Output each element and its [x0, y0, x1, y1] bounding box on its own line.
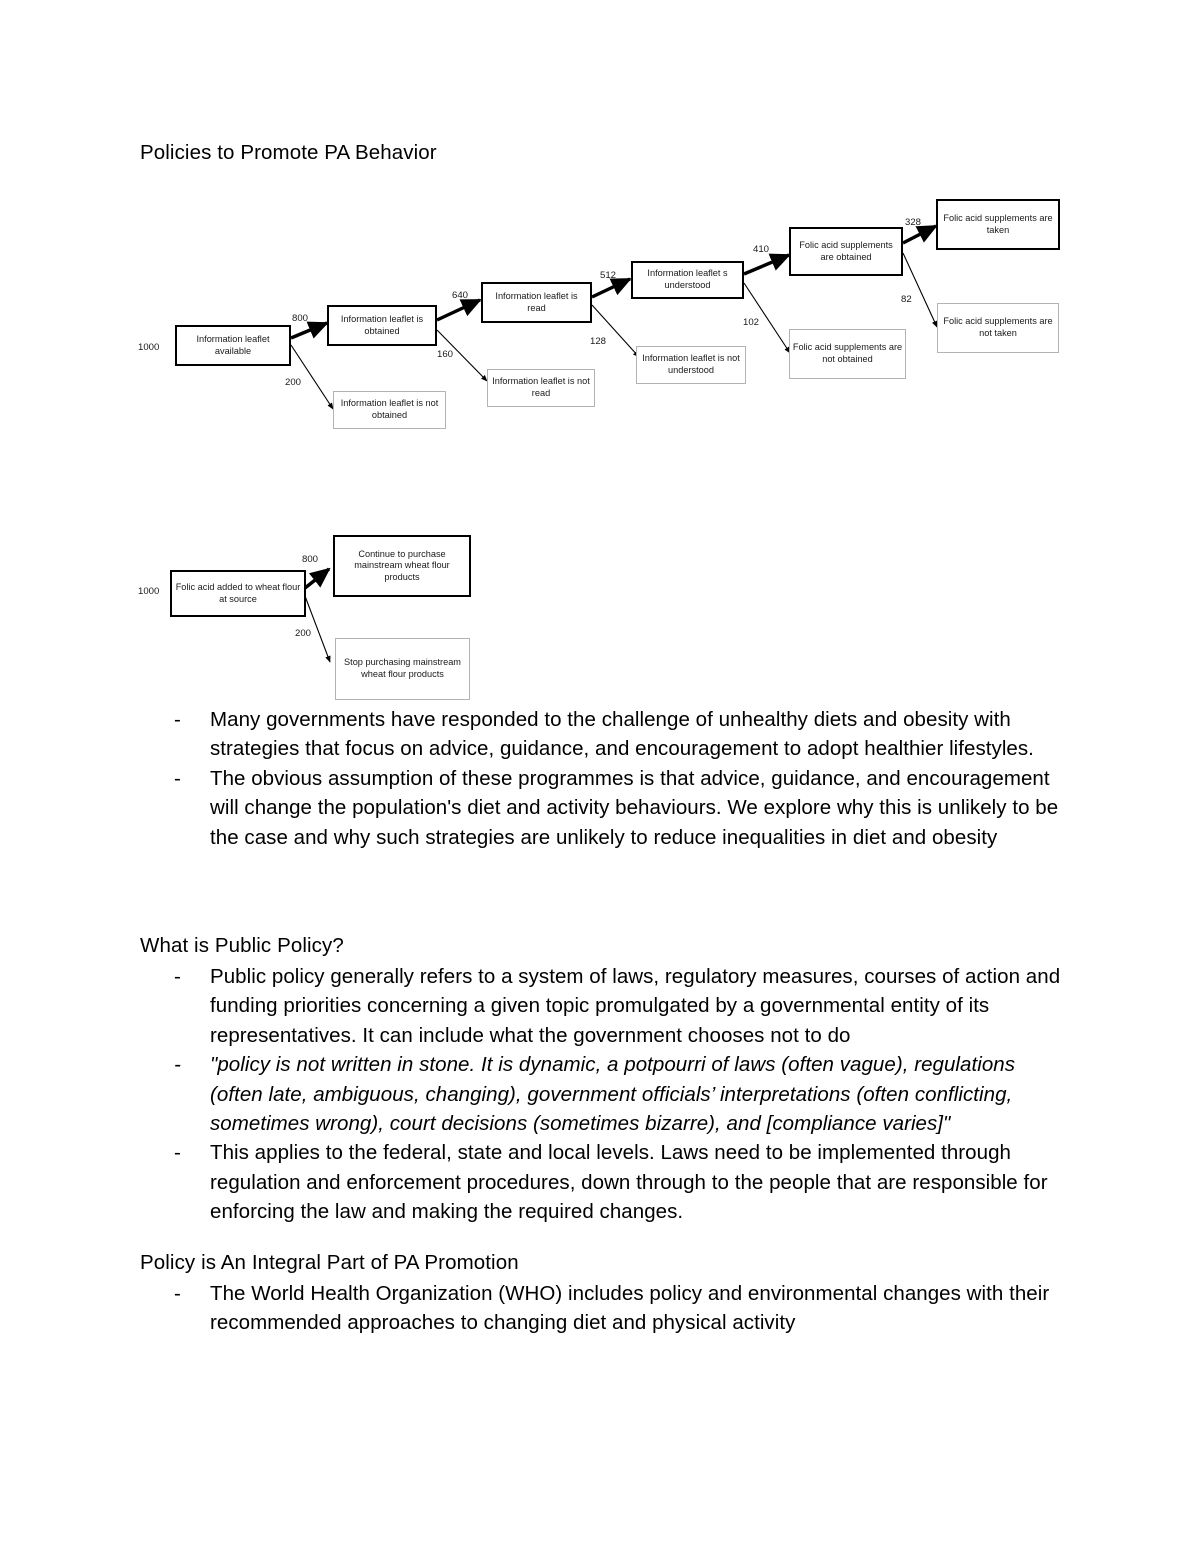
bullet-text: This applies to the federal, state and local levels. Laws need to be implemented through regulation and enforcement procedures, down through to the people that are responsible for enforcing the law and making the required changes. [210, 1141, 1048, 1224]
list-item [140, 1138, 1065, 1226]
edge-label-160: 160 [437, 349, 454, 360]
edge-label-200-flour: 200 [295, 628, 312, 639]
node-label: Information leaflet is read [495, 290, 578, 313]
list-item [140, 1279, 1065, 1338]
diagram2-entry-value: 1000 [138, 586, 160, 597]
node-label: Information leaflet is not obtained [340, 398, 439, 420]
node-label: Information leaflet s understood [647, 268, 728, 290]
pa-promotion-bullet-list [140, 1279, 1065, 1338]
node-label: Folic acid supplements are not taken [943, 316, 1053, 338]
node-stop-purchasing-mainstream-flour [335, 638, 470, 700]
bullet-text: The obvious assumption of these programmes is that advice, guidance, and encouragement will change the population's diet and activity behaviours. We explore why this is unlikely to be the case and why such strategies are unlikely to reduce inequalities in diet and obesity [210, 766, 1059, 849]
node-label: Folic acid supplements are taken [943, 212, 1053, 235]
node-continue-to-purchase-mainstream-flour [333, 535, 471, 597]
edge-label-800-flour: 800 [302, 554, 319, 565]
edge-label-128: 128 [590, 336, 607, 347]
edge-label-800: 800 [292, 313, 309, 324]
bullet-text: Many governments have responded to the challenge of unhealthy diets and obesity with strategies that focus on advice, guidance, and encouragement to adopt healthier lifestyles. [210, 708, 1034, 761]
edge-label-82: 82 [901, 294, 912, 305]
bullet-text: "policy is not written in stone. It is dynamic, a potpourri of laws (often vague), regulations (often late, ambiguous, changing), government officials’ interpretations (often conflicting, sometimes wrong), court decisions (sometimes bizarre), and [compliance varies]" [210, 1053, 1016, 1136]
bullet-marker: - [174, 965, 181, 988]
list-item [140, 962, 1065, 1050]
list-item [140, 764, 1065, 852]
intro-bullet-list [140, 705, 1065, 852]
node-label: Information leaflet is obtained [340, 313, 424, 336]
node-label: Stop purchasing mainstream wheat flour products [344, 657, 461, 679]
node-label: Folic acid supplements are not obtained [792, 342, 903, 364]
node-label: Folic acid added to wheat flour at source [175, 581, 301, 604]
edge-label-328: 328 [905, 217, 922, 228]
diagram1-entry-value: 1000 [138, 342, 160, 353]
bullet-marker: - [174, 708, 181, 731]
node-label: Folic acid supplements are obtained [799, 239, 893, 262]
node-label: Information leaflet is not understood [642, 353, 740, 375]
node-label: Information leaflet is not read [492, 376, 590, 398]
node-label: Continue to purchase mainstream wheat flour products [354, 548, 450, 582]
edge-label-102: 102 [743, 317, 760, 328]
section-heading-public-policy: What is Public Policy? [140, 934, 344, 957]
list-item [140, 1050, 1065, 1138]
edge-label-410: 410 [753, 244, 770, 255]
edge-label-512: 512 [600, 270, 617, 281]
bullet-marker: - [174, 1053, 181, 1077]
node-label: Information leaflet available [196, 333, 270, 356]
section-heading-pa-promotion: Policy is An Integral Part of PA Promotion [140, 1251, 519, 1274]
bullet-marker: - [174, 766, 181, 790]
bullet-text: The World Health Organization (WHO) includes policy and environmental changes with their recommended approaches to changing diet and physical activity [210, 1282, 1050, 1335]
page-title: Policies to Promote PA Behavior [140, 141, 437, 164]
folic-acid-flour-fortification-diagram [0, 0, 1200, 720]
bullet-marker: - [174, 1141, 181, 1165]
list-item [140, 705, 1065, 764]
edge-label-200: 200 [285, 377, 302, 388]
node-folic-acid-added-to-wheat-flour [170, 570, 306, 617]
bullet-marker: - [174, 1282, 181, 1305]
public-policy-bullet-list [140, 962, 1065, 1227]
edge-label-640: 640 [452, 290, 469, 301]
bullet-text: Public policy generally refers to a system of laws, regulatory measures, courses of action and funding priorities concerning a given topic promulgated by a governmental entity of its representatives. It can include what the government chooses not to do [210, 965, 1061, 1047]
